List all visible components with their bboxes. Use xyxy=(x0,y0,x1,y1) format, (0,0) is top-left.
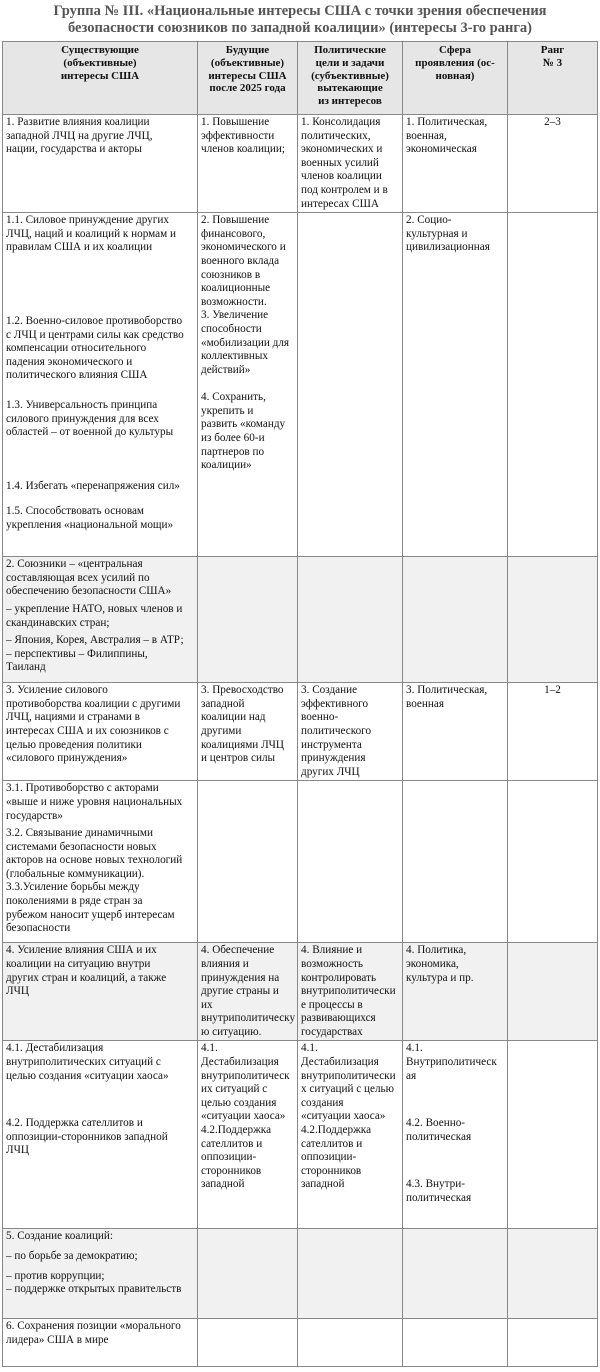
text-line: 1.4. Избегать «перенапряжения сил» xyxy=(6,479,180,492)
item-4-1 xyxy=(6,1042,194,1083)
text-line: 1. Развитие влияния коалиции xyxy=(6,116,150,128)
table-row xyxy=(3,557,598,683)
text-line: безопасности xyxy=(6,922,71,935)
cell-existing xyxy=(3,781,198,943)
text-line: 4. Политика, xyxy=(406,944,467,957)
allies-item xyxy=(6,558,194,599)
text-line: военная xyxy=(406,697,444,710)
text-line: развить «команду xyxy=(201,418,286,431)
text-line: (объективные) xyxy=(210,56,285,69)
text-line: других ЛЧЦ xyxy=(301,765,360,778)
cell-rank xyxy=(508,213,598,557)
cell-future xyxy=(198,557,298,683)
text-line: контролировать xyxy=(301,971,377,984)
text-line: партнеров по xyxy=(201,445,265,458)
cell-existing xyxy=(3,943,198,1041)
interests-table xyxy=(2,41,598,1367)
text-line: е процессы в xyxy=(301,998,363,1011)
text-line: коалиционные xyxy=(201,282,271,295)
text-line: укрепления «национальной мощи» xyxy=(6,518,174,531)
text-line: «ситуации хаоса» xyxy=(201,1110,286,1123)
cell-goals xyxy=(298,943,403,1041)
text-line: лидера» США в мире xyxy=(6,1334,109,1347)
text-line: компенсации относительного xyxy=(6,342,147,355)
text-line: сателлитов и xyxy=(301,1137,363,1150)
cell-sphere xyxy=(403,115,508,213)
text-line: – поддержке открытых правительств xyxy=(6,1283,182,1296)
text-line: Существующие xyxy=(61,44,139,56)
text-line: 3. Политическая, xyxy=(406,684,488,697)
text-line: силового принуждения для всех xyxy=(6,412,159,425)
text-line: коалиции» xyxy=(201,459,252,472)
text-line: 4.2.Поддержка xyxy=(301,1124,372,1137)
text-line: (субъективные) xyxy=(311,69,389,82)
cell-existing xyxy=(3,557,198,683)
text-line: 3. Превосходство xyxy=(201,684,284,697)
text-line: обеспечению безопасности США» xyxy=(6,585,172,598)
text-line: политического влияния США xyxy=(6,369,148,382)
title-line-1: Группа № III. «Национальные интересы США с точки зрения обеспечения xyxy=(53,3,547,19)
text-line: – перспективы – Филиппины, xyxy=(6,647,148,660)
cell-future xyxy=(198,115,298,213)
cell-sphere xyxy=(403,683,508,781)
text-line: 4.1. xyxy=(406,1042,423,1055)
text-line: ЛЧЦ xyxy=(6,985,29,998)
cell-existing xyxy=(3,115,198,213)
text-line: внутриполитически xyxy=(301,985,396,998)
cell-goals xyxy=(298,683,403,781)
item-1-2 xyxy=(6,315,194,383)
text-line: 4. Сохранить, xyxy=(201,391,266,404)
text-line: военных усилий xyxy=(301,156,379,169)
cell-future xyxy=(198,1041,298,1229)
text-line: 4.1. xyxy=(201,1042,218,1055)
cell-goals xyxy=(298,1041,403,1229)
text-line: 1.1. Силовое принуждение других xyxy=(6,214,169,227)
text-line: влияния и xyxy=(201,957,249,970)
text-line: поколениями в ряде стран за xyxy=(6,895,143,908)
text-line: целью создания xyxy=(201,1096,277,1109)
item-1-5 xyxy=(6,505,194,532)
text-line: цели и задачи xyxy=(315,56,385,69)
text-line: 1. Консолидация xyxy=(301,116,381,128)
cell-rank xyxy=(508,1041,598,1229)
sphere-4-2 xyxy=(406,1117,504,1144)
text-line: создания xyxy=(301,1096,344,1109)
sphere-4-1 xyxy=(406,1042,504,1083)
text-line: Внутриполитическ xyxy=(406,1056,497,1069)
text-line: интересах США и их союзников с xyxy=(6,724,169,737)
text-line: 3. Усиление силового xyxy=(6,684,108,697)
text-line: возможность xyxy=(301,957,364,970)
text-line: 4.3. Внутри- xyxy=(406,1178,465,1191)
text-line: экономическая xyxy=(406,143,477,156)
future-4-1 xyxy=(201,1042,294,1124)
text-line: государствах xyxy=(301,1025,363,1038)
text-line: оппозиции- xyxy=(301,1151,357,1164)
cell-goals xyxy=(298,781,403,943)
text-line: – по борьбе за демократию; xyxy=(6,1250,138,1263)
cell-goals xyxy=(298,557,403,683)
text-line: «силового принуждения» xyxy=(6,752,128,765)
cell-future xyxy=(198,683,298,781)
text-line: «мобилизации для xyxy=(201,336,290,349)
item-1-4 xyxy=(6,480,194,494)
coalitions-democracy xyxy=(6,1250,194,1264)
text-line: 2. Союзники – «центральная xyxy=(6,558,143,571)
text-line: сторонников xyxy=(201,1164,262,1177)
text-line: 3.1. Противоборство с акторами xyxy=(6,782,159,795)
cell-sphere xyxy=(403,213,508,557)
text-line: с ЛЧЦ и центрами силы как средство xyxy=(6,328,184,341)
cell-goals xyxy=(298,1319,403,1367)
sphere-4-3 xyxy=(406,1178,504,1205)
text-line: проявления (ос- xyxy=(415,56,495,69)
goal-4-2 xyxy=(301,1124,399,1192)
cell-future xyxy=(198,1229,298,1319)
text-line: коалиции на ситуацию внутри xyxy=(6,957,151,970)
item-1-3 xyxy=(6,399,194,440)
text-line: Ранг xyxy=(540,44,565,56)
coalitions-corruption xyxy=(6,1270,194,1297)
cell-sphere xyxy=(403,1229,508,1319)
text-line: противоборства коалиции с другими xyxy=(6,697,181,710)
text-line: 4.2. Военно- xyxy=(406,1117,466,1130)
document-title xyxy=(20,3,580,37)
text-line: 4. Влияние и xyxy=(301,944,363,957)
text-line: другие страны и xyxy=(201,985,279,998)
future-3 xyxy=(201,309,294,377)
text-line: Дестабилизация xyxy=(301,1056,379,1069)
text-line: западной xyxy=(201,1178,245,1191)
text-line: возможности. xyxy=(201,295,267,308)
text-line: политического xyxy=(301,724,372,737)
table-row xyxy=(3,115,598,213)
table-row xyxy=(3,1041,598,1229)
table-row xyxy=(3,1319,598,1367)
text-line: падения экономического и xyxy=(6,355,133,368)
text-line: 6. Сохранения позиции «морального xyxy=(6,1320,181,1333)
text-line: (глобальные коммуникации). xyxy=(6,867,145,880)
text-line: ю ситуацию. xyxy=(201,1025,262,1038)
text-line: экономика, xyxy=(406,957,459,970)
cell-sphere xyxy=(403,557,508,683)
future-4 xyxy=(201,391,294,473)
text-line: нации, государства и акторы xyxy=(6,143,142,156)
text-line: скандинавских стран; xyxy=(6,616,110,629)
item-4-2 xyxy=(6,1117,194,1158)
text-line: акторов на основе новых технологий xyxy=(6,854,183,867)
text-line: западной xyxy=(301,1178,345,1191)
item-1-1 xyxy=(6,214,194,255)
item-3-3 xyxy=(6,881,194,935)
text-line: военная, xyxy=(406,129,447,142)
header-sphere xyxy=(403,42,508,115)
text-line: других стран и коалиций, а также xyxy=(6,971,167,984)
table-row xyxy=(3,781,598,943)
text-line: государств» xyxy=(6,809,63,822)
text-line: 5. Создание коалиций: xyxy=(6,1230,114,1243)
text-line: ЛЧЦ, наций и коалиций к нормам и xyxy=(6,227,176,240)
goal-4-1 xyxy=(301,1042,399,1124)
text-line: ЛЧЦ xyxy=(6,1144,29,1157)
text-line: политическая xyxy=(406,1130,472,1143)
allies-apr xyxy=(6,634,194,675)
text-line: 1.3. Универсальность принципа xyxy=(6,398,158,411)
text-line: интересы США xyxy=(60,69,140,82)
text-line: 4.1. xyxy=(301,1042,318,1055)
text-line: 1.5. Способствовать основам xyxy=(6,505,145,518)
text-line: оппозиции- xyxy=(201,1151,257,1164)
text-line: внутриполитическу xyxy=(201,1012,296,1025)
cell-existing xyxy=(3,1319,198,1367)
header-political-goals xyxy=(298,42,403,115)
text-line: эффективности xyxy=(201,129,275,142)
cell-rank: 1–2 xyxy=(508,683,598,781)
text-line: правилам США и их коалиции xyxy=(6,241,153,254)
item-3-1 xyxy=(6,782,194,823)
cell-rank xyxy=(508,1229,598,1319)
allies-nato xyxy=(6,603,194,630)
text-line: интересах США xyxy=(301,197,379,210)
text-line: коллективных xyxy=(201,350,268,363)
header-future-interests xyxy=(198,42,298,115)
text-line: финансового, xyxy=(201,227,266,240)
text-line: х ситуаций с целью xyxy=(301,1083,395,1096)
text-line: цивилизационная xyxy=(406,241,490,254)
text-line: 2. Социо- xyxy=(406,214,452,227)
cell-goals xyxy=(298,213,403,557)
future-4-2 xyxy=(201,1124,294,1192)
text-line: 4.2. Поддержка сателлитов и xyxy=(6,1117,143,1130)
text-line: системами безопасности новых xyxy=(6,840,157,853)
text-line: 1.2. Военно-силовое противоборство xyxy=(6,314,183,327)
text-line: – укрепление НАТО, новых членов и xyxy=(6,602,183,615)
text-line: политических, xyxy=(301,129,371,142)
text-line: инструмента xyxy=(301,738,362,751)
cell-rank xyxy=(508,1319,598,1367)
text-line: коалиции над xyxy=(201,711,266,724)
text-line: 1. Повышение xyxy=(201,116,270,128)
text-line: 3.3.Усиление борьбы между xyxy=(6,881,140,894)
cell-rank xyxy=(508,557,598,683)
text-line: внутриполитическ xyxy=(201,1069,290,1082)
text-line: сторонников xyxy=(301,1164,362,1177)
text-line: 4.2.Поддержка xyxy=(201,1124,272,1137)
text-line: внутриполитических ситуаций с xyxy=(6,1056,161,1069)
text-line: западной xyxy=(201,697,245,710)
text-line: союзников в xyxy=(201,268,261,281)
text-line: 4.1. Дестабилизация xyxy=(6,1042,104,1055)
text-line: из интересов xyxy=(318,95,382,108)
text-line: «выше и ниже уровня национальных xyxy=(6,795,183,808)
cell-rank: 2–3 xyxy=(508,115,598,213)
text-line: – Япония, Корея, Австралия – в АТР; xyxy=(6,634,184,647)
text-line: «ситуации хаоса» xyxy=(301,1110,386,1123)
text-line: – против коррупции; xyxy=(6,1269,105,1282)
text-line: 2. Повышение xyxy=(201,214,270,227)
text-line: ЛЧЦ, нациями и странами в xyxy=(6,711,140,724)
text-line: интересы США xyxy=(208,69,287,82)
text-line: политическая xyxy=(406,1192,472,1205)
text-line: другими xyxy=(201,724,242,737)
cell-sphere xyxy=(403,943,508,1041)
header-row xyxy=(3,42,598,115)
text-line: Сфера xyxy=(438,44,472,56)
text-line: их ситуаций с xyxy=(201,1083,268,1096)
table-row xyxy=(3,683,598,781)
text-line: экономического и xyxy=(201,241,286,254)
text-line: сателлитов и xyxy=(201,1137,263,1150)
text-line: (объективные) xyxy=(63,56,137,69)
table-row xyxy=(3,943,598,1041)
cell-sphere xyxy=(403,1319,508,1367)
text-line: под контролем и в xyxy=(301,183,388,196)
text-line: 3.2. Связывание динамичными xyxy=(6,827,153,840)
text-line: западной ЛЧЦ на другие ЛЧЦ, xyxy=(6,129,153,142)
text-line: Будущие xyxy=(225,44,270,56)
text-line: принуждения на xyxy=(201,971,280,984)
text-line: после 2025 года xyxy=(209,82,286,95)
cell-existing xyxy=(3,1041,198,1229)
cell-goals xyxy=(298,1229,403,1319)
text-line: военно- xyxy=(301,711,339,724)
text-line: укрепить и xyxy=(201,404,254,417)
header-existing-interests xyxy=(3,42,198,115)
table-row xyxy=(3,1229,598,1319)
text-line: из более 60-и xyxy=(201,432,265,445)
text-line: составляющая всех усилий по xyxy=(6,571,150,584)
text-line: принуждения xyxy=(301,752,366,765)
text-line: вытекающие xyxy=(317,82,383,95)
text-line: ая xyxy=(406,1069,417,1082)
text-line: эффективного xyxy=(301,697,369,710)
text-line: их xyxy=(201,998,213,1011)
cell-existing xyxy=(3,683,198,781)
text-line: № 3 xyxy=(542,56,563,69)
cell-sphere xyxy=(403,1041,508,1229)
text-line: развивающихся xyxy=(301,1012,376,1025)
text-line: 4. Обеспечение xyxy=(201,944,275,957)
text-line: Политические xyxy=(314,44,386,56)
cell-rank xyxy=(508,943,598,1041)
text-line: коалициями ЛЧЦ xyxy=(201,738,285,751)
title-line-2: безопасности союзников по западной коалиции» (интересы 3-го ранга) xyxy=(68,20,532,36)
future-2 xyxy=(201,214,294,309)
cell-future xyxy=(198,213,298,557)
text-line: оппозиции-сторонников западной xyxy=(6,1130,168,1143)
text-line: 1. Политическая, xyxy=(406,116,488,128)
text-line: рубежом наносит ущерб интересам xyxy=(6,908,175,921)
cell-sphere xyxy=(403,781,508,943)
cell-rank xyxy=(508,781,598,943)
cell-future xyxy=(198,943,298,1041)
text-line: военного вклада xyxy=(201,254,280,267)
cell-future xyxy=(198,781,298,943)
item-3-2 xyxy=(6,827,194,881)
text-line: целью проведения политики xyxy=(6,738,142,751)
text-line: культура и пр. xyxy=(406,971,474,984)
text-line: членов коалиции xyxy=(301,170,382,183)
text-line: 3. Создание xyxy=(301,684,358,697)
text-line: Дестабилизация xyxy=(201,1056,279,1069)
header-rank xyxy=(508,42,598,115)
text-line: внутриполитически xyxy=(301,1069,396,1082)
text-line: способности xyxy=(201,322,262,335)
text-line: и центров силы xyxy=(201,752,276,765)
text-line: 4. Усиление влияния США и их xyxy=(6,944,157,957)
cell-future xyxy=(198,1319,298,1367)
text-line: областей – от военной до культуры xyxy=(6,426,174,439)
text-line: действий» xyxy=(201,363,251,376)
text-line: Таиланд xyxy=(6,661,46,674)
text-line: культурная и xyxy=(406,227,468,240)
text-line: экономических и xyxy=(301,143,383,156)
coalitions-item xyxy=(6,1230,194,1244)
cell-goals xyxy=(298,115,403,213)
text-line: новная) xyxy=(435,69,475,82)
text-line: 3. Увеличение xyxy=(201,309,269,322)
table-row xyxy=(3,213,598,557)
cell-existing xyxy=(3,213,198,557)
text-line: целью создания «ситуации хаоса» xyxy=(6,1069,169,1082)
text-line: членов коалиции; xyxy=(201,143,285,156)
cell-existing xyxy=(3,1229,198,1319)
